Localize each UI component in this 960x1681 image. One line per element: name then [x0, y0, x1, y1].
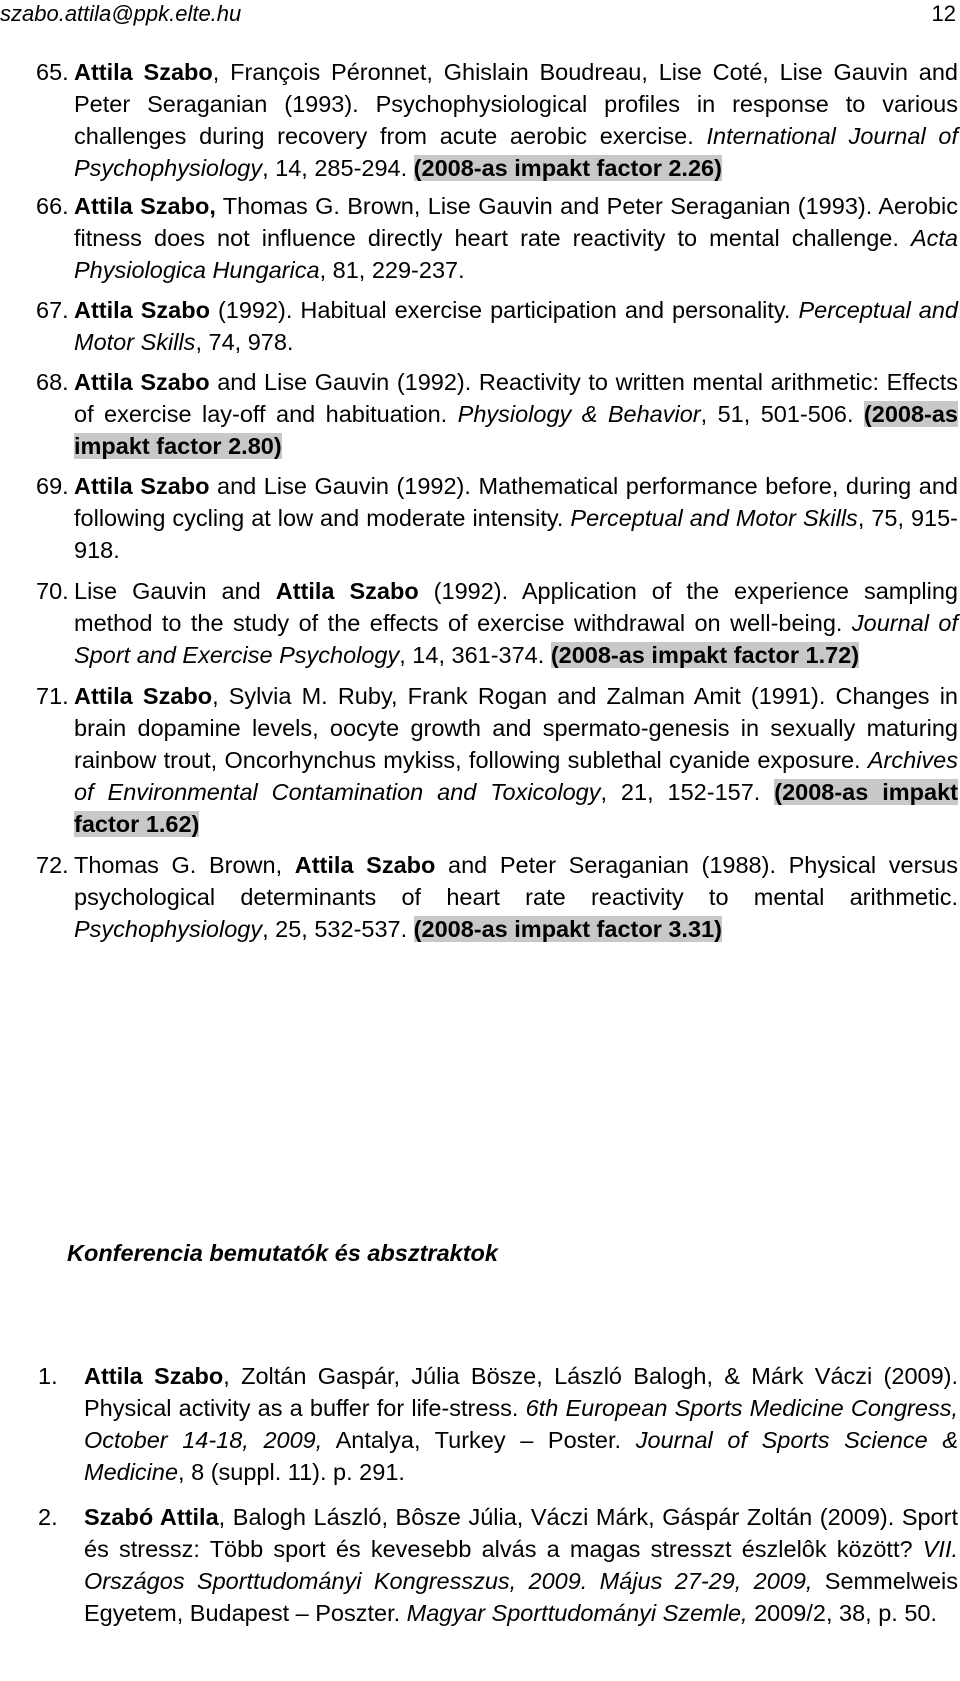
reference-text: , Balogh László, Bôsze Júlia, Váczi Márk, Gáspár Zoltán (2009). Sport és stressz: Több sport és kevesebb alvás a magas stresszt észlelôk között? — [84, 1504, 958, 1562]
reference-text: , 8 (suppl. 11). p. 291. — [178, 1459, 405, 1485]
author-name: Attila Szabo — [74, 297, 210, 323]
reference-text: 2009/2, 38, p. 50. — [747, 1600, 938, 1626]
reference-text: , 14, 361-374. — [399, 642, 551, 668]
reference-text: , 14, 285-294. — [262, 155, 414, 181]
impact-factor: (2008-as impakt factor 1.62) — [74, 779, 958, 837]
conference-list — [38, 1360, 958, 1629]
publication-list — [36, 56, 958, 945]
journal-name: Psychophysiology — [74, 916, 263, 942]
reference-text: Antalya, Turkey – Poster. — [322, 1427, 636, 1453]
impact-factor: (2008-as impakt factor 2.26) — [413, 155, 722, 181]
reference-text: , 21, 152-157. — [600, 779, 775, 805]
reference-text: and Lise Gauvin (1992). Mathematical performance before, during and following cycling at low and moderate intensity. — [74, 473, 958, 531]
reference-text: , 74, 978. — [195, 329, 294, 355]
journal-name: 6th European Sports Medicine Congress, October 14-18, 2009, — [84, 1395, 958, 1453]
journal-name: Magyar Sporttudományi Szemle, — [406, 1600, 748, 1626]
entry-number: 72. — [36, 852, 69, 878]
entry-number: 69. — [36, 473, 69, 499]
impact-factor: (2008-as impakt factor 2.80) — [74, 401, 958, 459]
author-email: szabo.attila@ppk.elte.hu — [0, 1, 242, 26]
conference-entry — [38, 1360, 958, 1488]
reference-text: Lise Gauvin and — [74, 578, 276, 604]
author-name: Attila Szabo, — [74, 193, 216, 219]
entry-number: 2. — [38, 1504, 58, 1530]
author-name: Attila Szabo — [74, 369, 210, 395]
author-name: Attila Szabo — [74, 473, 210, 499]
entry-number: 68. — [36, 369, 69, 395]
entry-number: 70. — [36, 578, 69, 604]
journal-name: VII. Országos Sporttudományi Kongresszus, 2009. Május 27-29, 2009, — [84, 1536, 958, 1594]
reference-entry — [36, 470, 958, 566]
author-name: Attila Szabo — [84, 1363, 224, 1389]
author-name: Attila Szabo — [275, 578, 419, 604]
reference-text: , 81, 229-237. — [319, 257, 465, 283]
reference-entry — [36, 680, 958, 840]
journal-name: International Journal of Psychophysiology — [74, 123, 958, 181]
entry-number: 67. — [36, 297, 69, 323]
page-number: 12 — [931, 1, 956, 26]
section-title: Konferencia bemutatók és absztraktok — [67, 1240, 498, 1266]
reference-text: , François Péronnet, Ghislain Boudreau, Lise Coté, Lise Gauvin and Peter Seraganian (1993). Psychophysiological profiles in response to various challenges during recovery from acute aerobic exercise. — [74, 59, 958, 149]
reference-entry — [36, 366, 958, 462]
entry-number: 65. — [36, 59, 69, 85]
page-header — [0, 0, 960, 36]
reference-text: and Lise Gauvin (1992). Reactivity to written mental arithmetic: Effects of exercise lay-off and habituation. — [74, 369, 959, 427]
reference-text: Semmelweis Egyetem, Budapest – Poszter. — [84, 1568, 958, 1626]
journal-name: Journal of Sports Science & Medicine — [84, 1427, 958, 1485]
reference-text: , Zoltán Gaspár, Júlia Bösze, László Balogh, & Márk Váczi (2009). Physical activity as a buffer for life-stress. — [84, 1363, 959, 1421]
reference-entry — [36, 294, 958, 358]
reference-text: (1992). Application of the experience sampling method to the study of the effects of exercise withdrawal on well-being. — [74, 578, 959, 636]
reference-text: Thomas G. Brown, Lise Gauvin and Peter Seraganian (1993). Aerobic fitness does not influence directly heart rate reactivity to mental challenge. — [74, 193, 958, 251]
journal-name: Archives of Environmental Contamination and Toxicology — [74, 747, 958, 805]
journal-name: Acta Physiologica Hungarica — [74, 225, 958, 283]
journal-name: Journal of Sport and Exercise Psychology — [74, 610, 958, 668]
reference-text: , 51, 501-506. — [700, 401, 864, 427]
reference-text: , 25, 532-537. — [262, 916, 414, 942]
journal-name: Physiology & Behavior — [457, 401, 701, 427]
reference-text: and Peter Seraganian (1988). Physical versus psychological determinants of heart rate reactivity to mental arithmetic. — [74, 852, 958, 910]
journal-name: Perceptual and Motor Skills — [74, 297, 959, 355]
entry-number: 1. — [38, 1363, 58, 1389]
reference-text: , Sylvia M. Ruby, Frank Rogan and Zalman Amit (1991). Changes in brain dopamine levels, oocyte growth and spermato-genesis in sexually maturing rainbow trout, Oncorhynchus mykiss, following sublethal cyanide exposure. — [74, 683, 958, 773]
journal-name: Perceptual and Motor Skills — [570, 505, 858, 531]
reference-entry — [36, 56, 958, 184]
author-name: Attila Szabo — [74, 59, 213, 85]
impact-factor: (2008-as impakt factor 1.72) — [550, 642, 860, 668]
entry-number: 71. — [36, 683, 69, 709]
author-name: Attila Szabo — [294, 852, 436, 878]
reference-entry — [36, 575, 958, 671]
reference-text: Thomas G. Brown, — [74, 852, 295, 878]
reference-entry — [36, 190, 958, 286]
author-name: Attila Szabo — [74, 683, 213, 709]
reference-entry — [36, 849, 958, 945]
reference-text: , 75, 915-918. — [74, 505, 958, 563]
author-name: Szabó Attila — [84, 1504, 219, 1530]
entry-number: 66. — [36, 193, 69, 219]
conference-entry — [38, 1501, 958, 1629]
impact-factor: (2008-as impakt factor 3.31) — [413, 916, 722, 942]
reference-text: (1992). Habitual exercise participation and personality. — [209, 297, 799, 323]
